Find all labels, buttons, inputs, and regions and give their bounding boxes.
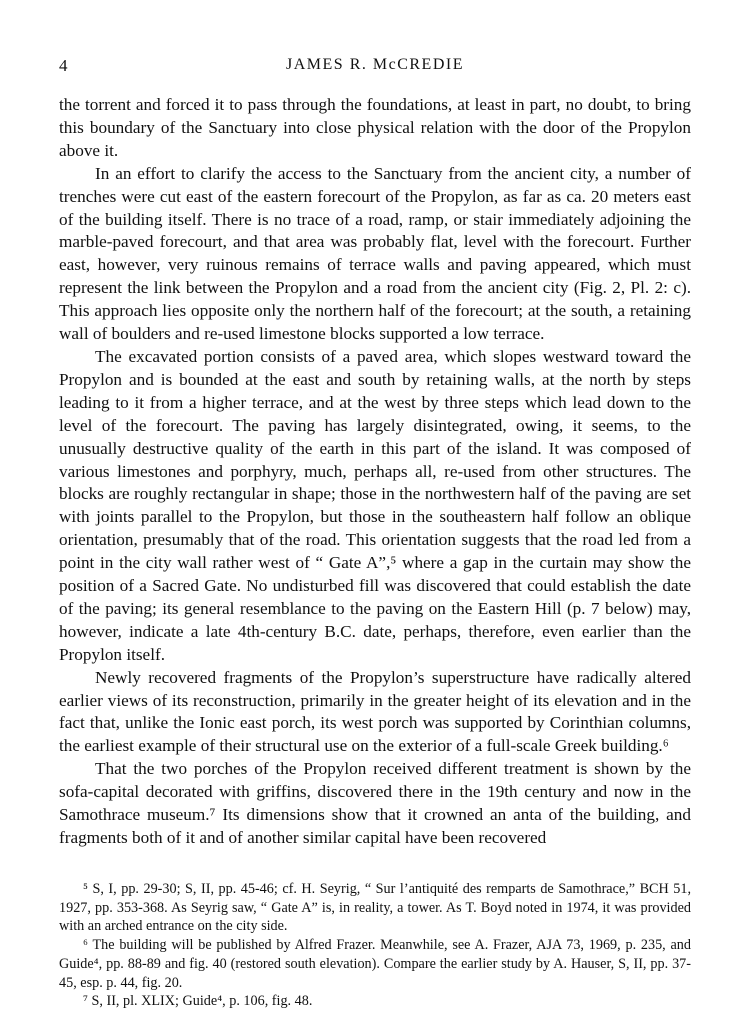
footnotes [59,880,691,1011]
footnote-5: ⁵ S, I, pp. 29-30; S, II, pp. 45-46; cf. H. Seyrig, “ Sur l’antiquité des remparts de Samothrace,” BCH 51, 1927, pp. 353-368. As Seyrig saw, “ Gate A” is, in reality, a tower. As T. Boyd noted in 1974, it was provided with an arched entrance on the city side. [59,881,691,935]
paragraph-continuation: the torrent and forced it to pass through the foundations, at least in part, no doubt, to bring this boundary of the Sanctuary into close physical relation with the door of the Propylon above it. [59,95,691,160]
footnote-7: ⁷ S, II, pl. XLIX; Guide⁴, p. 106, fig. 48. [83,993,313,1010]
paragraph-superstructure: Newly recovered fragments of the Propylon’s superstructure have radically altered earlier views of its reconstruction, primarily in the greater height of its elevation and in the fact that, unlike the Ionic east porch, its west porch was supported by Corinthian columns, the earliest example of their structural use on the exterior of a full-scale Greek building.⁶ [59,667,691,756]
body-text [59,94,691,850]
page-header [59,56,691,78]
paragraph-excavated-portion: The excavated portion consists of a paved area, which slopes westward toward the Propylon and is bounded at the east and south by retaining walls, at the north by steps leading to it from a higher terrace, and at the west by three steps which lead down to the level of the forecourt. The paving has largely disintegrated, owing, it seems, to the unusually destructive quality of the earth in this part of the island. It was composed of various limestones and porphyry, much, perhaps all, re-used from other structures. The blocks are roughly rectangular in shape; those in the northwestern half of the paving are set with joints parallel to the Propylon, but those in the southeastern half follow an oblique orientation, presumably that of the road. This orientation suggests that the road led from a point in the city wall rather west of “ Gate A”,⁵ where a gap in the curtain may show the position of a Sacred Gate. No undisturbed fill was discovered that could establish the date of the paving; its general resemblance to the paving on the Eastern Hill (p. 7 below) may, however, indicate a late 4th-century B.C. date, perhaps, therefore, even earlier than the Propylon itself. [59,346,691,664]
paragraph-porches: That the two porches of the Propylon received different treatment is shown by the sofa-capital decorated with griffins, discovered there in the 19th century and now in the Samothrace museum.⁷ Its dimensions show that it crowned an anta of the building, and fragments both of it and of another similar capital have been recovered [59,759,691,847]
paragraph-access: In an effort to clarify the access to the Sanctuary from the ancient city, a number of trenches were cut east of the eastern forecourt of the Propylon, as far as ca. 20 meters east of the building itself. There is no trace of a road, ramp, or stair immediately adjoining the marble-paved forecourt, and that area was probably flat, level with the forecourt. Further east, however, very ruinous remains of terrace walls and paving appeared, which must represent the link between the Propylon and a road from the ancient city (Fig. 2, Pl. 2: c). This approach lies opposite only the northern half of the forecourt; at the south, a retaining wall of boulders and re-used limestone blocks supported a low terrace. [59,163,691,344]
running-head: JAMES R. McCREDIE [286,56,464,73]
page-number: 4 [59,56,68,75]
footnote-6: ⁶ The building will be published by Alfred Frazer. Meanwhile, see A. Frazer, AJA 73, 1969, p. 235, and Guide⁴, pp. 88-89 and fig. 40 (restored south elevation). Compare the earlier study by A. Hauser, S, II, pp. 37-45, esp. p. 44, fig. 20. [59,937,691,991]
